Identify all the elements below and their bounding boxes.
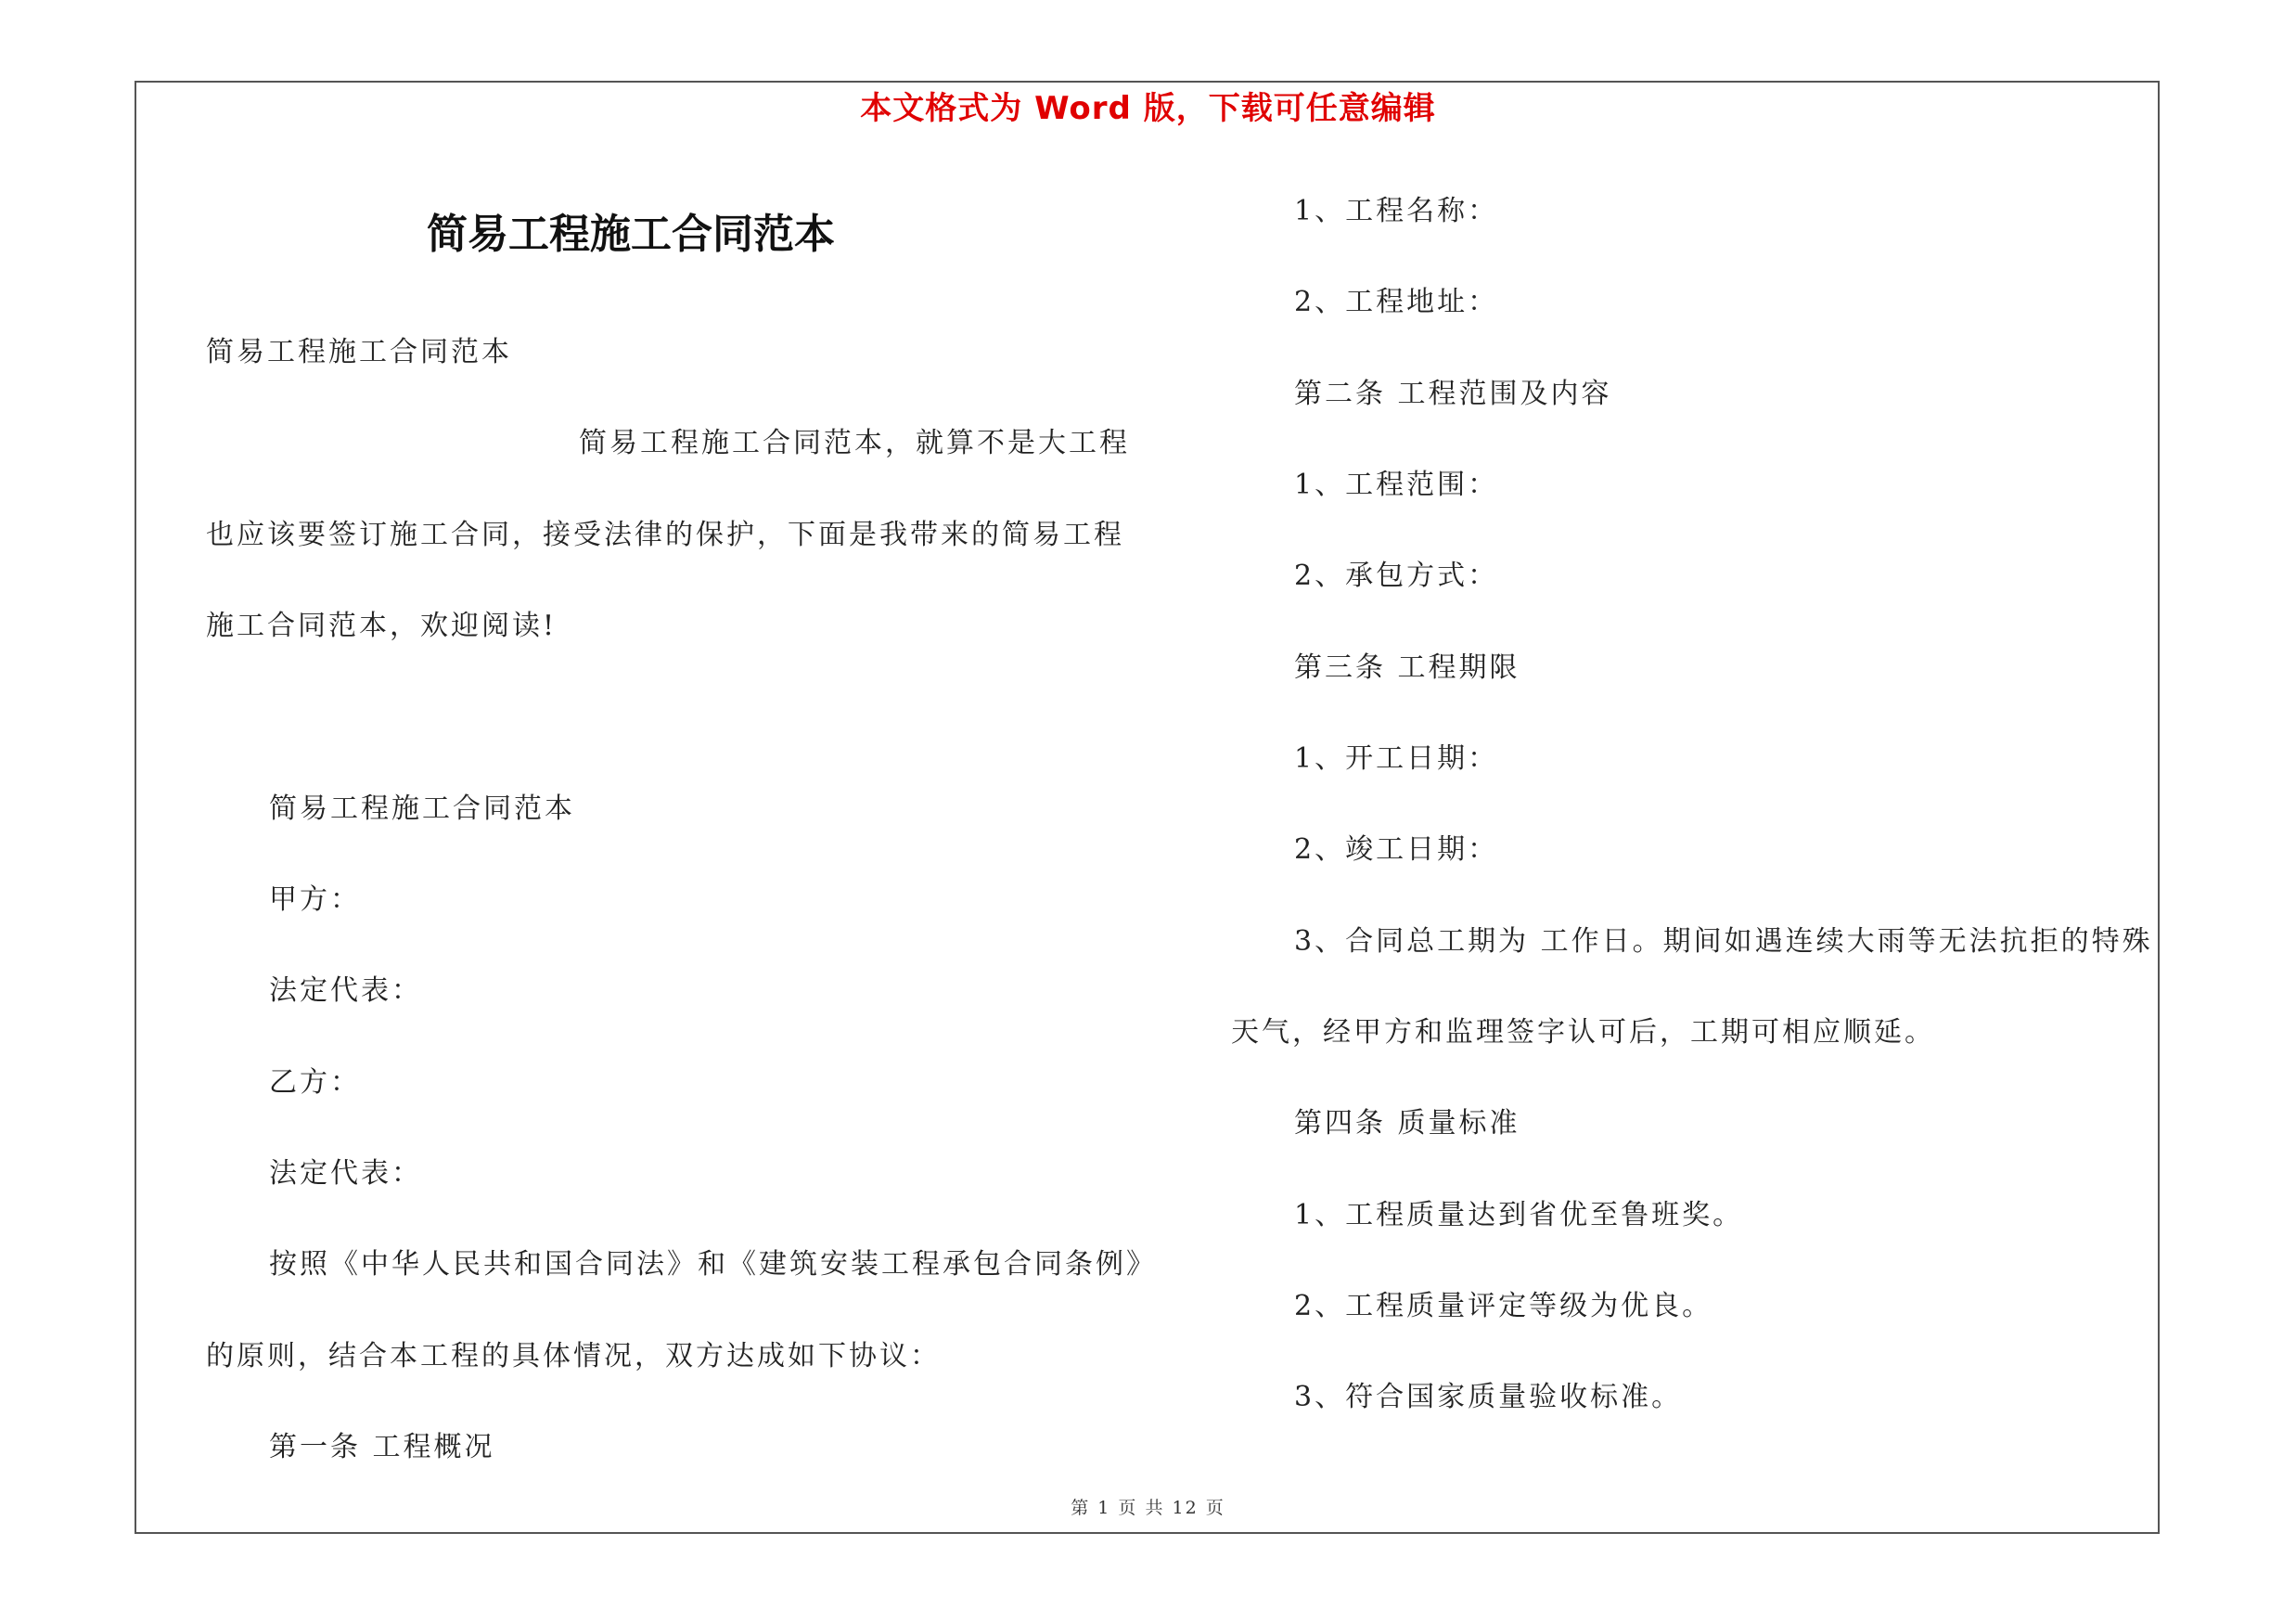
intro-line-3: 施工合同范本，欢迎阅读! — [206, 610, 558, 642]
legal-basis-line-2: 的原则，结合本工程的具体情况，双方达成如下协议： — [206, 1340, 941, 1372]
intro-line-2: 也应该要签订施工合同，接受法律的保护，下面是我带来的简易工程 — [206, 519, 1124, 551]
contract-heading: 简易工程施工合同范本 — [269, 792, 575, 825]
quality-item-1: 1、工程质量达到省优至鲁班奖。 — [1294, 1199, 1744, 1231]
page-number-footer: 第 1 页 共 12 页 — [1071, 1498, 1225, 1518]
article-2-heading: 第二条 工程范围及内容 — [1294, 378, 1612, 410]
project-scope-field: 1、工程范围： — [1294, 469, 1499, 501]
party-b-representative-field: 法定代表： — [269, 1157, 422, 1190]
completion-date-field: 2、竣工日期： — [1294, 833, 1499, 866]
document-title: 简易工程施工合同范本 — [427, 211, 835, 258]
intro-line-1: 简易工程施工合同范本，就算不是大工程 — [579, 427, 1130, 459]
article-4-heading: 第四条 质量标准 — [1294, 1107, 1520, 1140]
party-a-representative-field: 法定代表： — [269, 974, 422, 1007]
start-date-field: 1、开工日期： — [1294, 742, 1499, 775]
project-address-field: 2、工程地址： — [1294, 286, 1499, 318]
duration-clause-line-2: 天气，经甲方和监理签字认可后，工期可相应顺延。 — [1231, 1016, 1935, 1049]
duration-clause-line-1: 3、合同总工期为 工作日。期间如遇连续大雨等无法抗拒的特殊 — [1294, 925, 2153, 958]
legal-basis-line-1: 按照《中华人民共和国合同法》和《建筑安装工程承包合同条例》 — [269, 1248, 1157, 1281]
party-b-field: 乙方： — [269, 1066, 361, 1099]
word-format-banner: 本文格式为 Word 版，下载可任意编辑 — [860, 90, 1436, 127]
subtitle-line: 简易工程施工合同范本 — [206, 336, 512, 368]
quality-item-3: 3、符合国家质量验收标准。 — [1294, 1381, 1683, 1413]
project-name-field: 1、工程名称： — [1294, 195, 1499, 227]
contract-method-field: 2、承包方式： — [1294, 560, 1499, 592]
quality-item-2: 2、工程质量评定等级为优良。 — [1294, 1290, 1713, 1322]
party-a-field: 甲方： — [269, 883, 361, 916]
article-1-heading: 第一条 工程概况 — [269, 1431, 495, 1463]
article-3-heading: 第三条 工程期限 — [1294, 651, 1520, 684]
